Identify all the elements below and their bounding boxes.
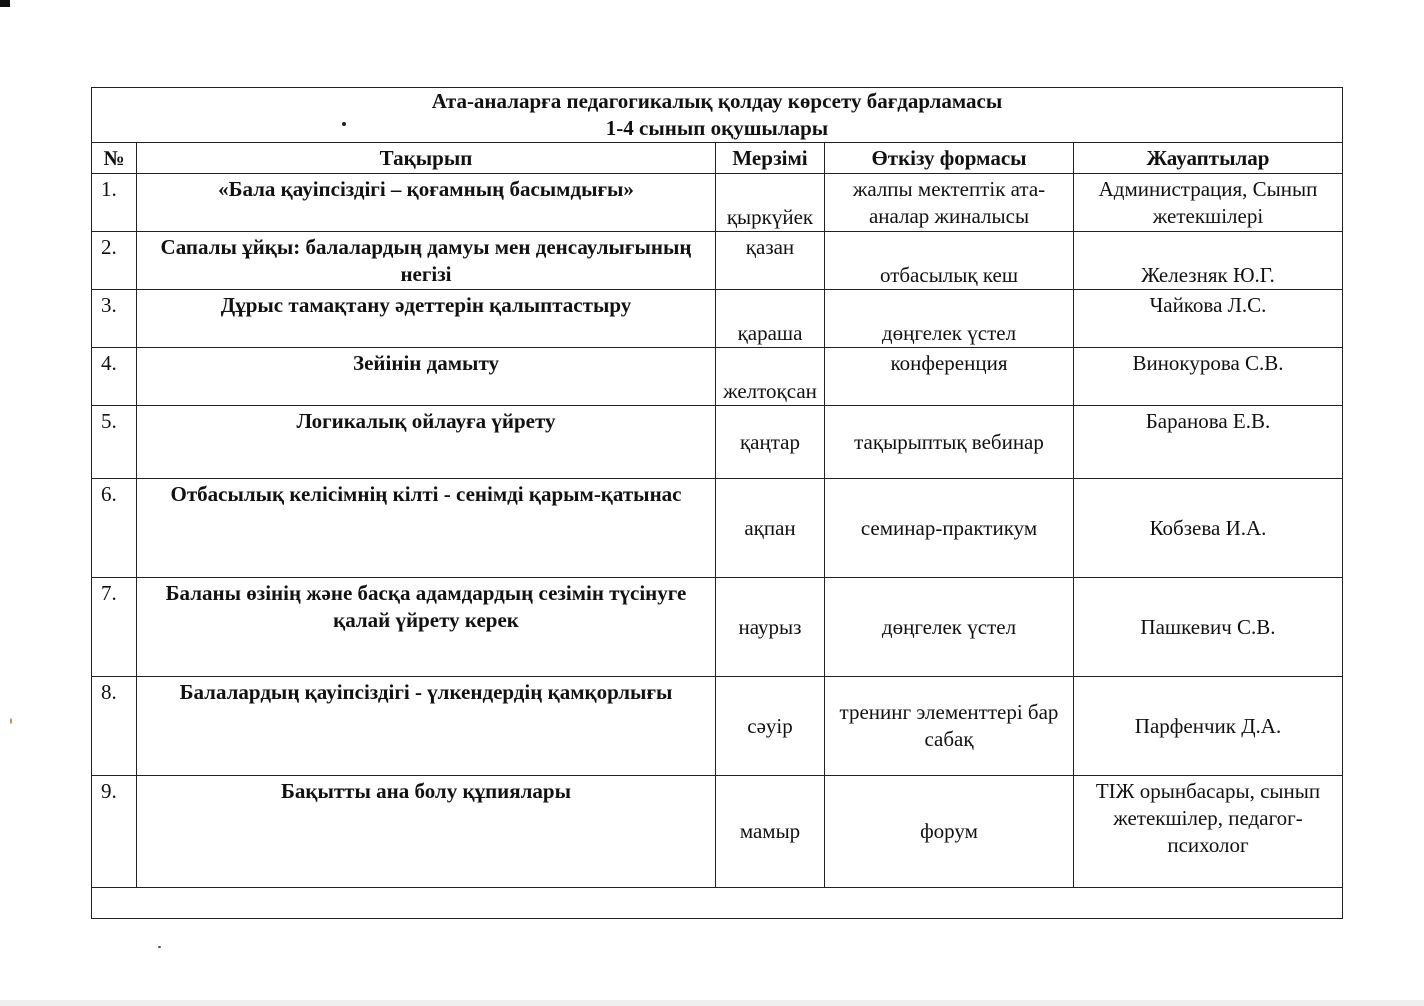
row-term: мамыр [716, 776, 825, 888]
table-row [92, 776, 1343, 888]
header-responsible: Жауаптылар [1074, 143, 1343, 174]
table-row [92, 232, 1343, 290]
row-responsible: Чайкова Л.С. [1074, 290, 1343, 348]
row-num: 6. [92, 479, 137, 578]
row-num: 2. [92, 232, 137, 290]
header-num: № [92, 143, 137, 174]
title-row [92, 88, 1343, 143]
title-line-2: 1-4 сынып оқушылары [605, 116, 829, 140]
row-responsible: Пашкевич С.В. [1074, 578, 1343, 677]
header-topic: Тақырып [137, 143, 716, 174]
row-topic: Логикалық ойлауға үйрету [137, 406, 716, 479]
table-row [92, 290, 1343, 348]
row-responsible: Баранова Е.В. [1074, 406, 1343, 479]
row-responsible: Парфенчик Д.А. [1074, 677, 1343, 776]
empty-row [92, 888, 1343, 919]
row-topic: Бақытты ана болу құпиялары [137, 776, 716, 888]
row-responsible: Железняк Ю.Г. [1074, 232, 1343, 290]
row-form: дөңгелек үстел [825, 578, 1074, 677]
row-responsible: Винокурова С.В. [1074, 348, 1343, 406]
table-row [92, 174, 1343, 232]
row-form: жалпы мектептік ата-аналар жиналысы [825, 174, 1074, 232]
row-responsible: Кобзева И.А. [1074, 479, 1343, 578]
row-form: тақырыптық вебинар [825, 406, 1074, 479]
scan-speck [10, 718, 12, 724]
row-term: наурыз [716, 578, 825, 677]
empty-cell [92, 888, 1343, 919]
row-form: отбасылық кеш [825, 232, 1074, 290]
row-term: қаңтар [716, 406, 825, 479]
row-term: сәуір [716, 677, 825, 776]
row-topic: Отбасылық келісімнің кілті - сенімді қарым-қатынас [137, 479, 716, 578]
table-title [92, 88, 1343, 143]
program-table [91, 87, 1343, 919]
row-topic: Дұрыс тамақтану әдеттерін қалыптастыру [137, 290, 716, 348]
row-term: қараша [716, 290, 825, 348]
row-num: 3. [92, 290, 137, 348]
row-topic: Зейінін дамыту [137, 348, 716, 406]
row-topic: Балалардың қауіпсіздігі - үлкендердің қамқорлығы [137, 677, 716, 776]
header-form: Өткізу формасы [825, 143, 1074, 174]
scan-speck [158, 946, 161, 948]
row-form: тренинг элементтері бар сабақ [825, 677, 1074, 776]
row-form: семинар-практикум [825, 479, 1074, 578]
table-row [92, 479, 1343, 578]
row-num: 5. [92, 406, 137, 479]
row-num: 8. [92, 677, 137, 776]
row-responsible: ТІЖ орынбасары, сынып жетекшілер, педагог-психолог [1074, 776, 1343, 888]
header-row [92, 143, 1343, 174]
row-form: дөңгелек үстел [825, 290, 1074, 348]
row-topic: Сапалы ұйқы: балалардың дамуы мен денсаулығының негізі [137, 232, 716, 290]
row-term: ақпан [716, 479, 825, 578]
scan-bottom-edge [0, 1000, 1424, 1006]
stray-dot [342, 122, 346, 126]
scan-corner-mark [0, 0, 10, 7]
row-term: желтоқсан [716, 348, 825, 406]
header-term: Мерзімі [716, 143, 825, 174]
table-row [92, 578, 1343, 677]
row-num: 1. [92, 174, 137, 232]
table-row [92, 348, 1343, 406]
title-line-1: Ата-аналарға педагогикалық қолдау көрсету бағдарламасы [431, 89, 1003, 113]
row-responsible: Администрация, Сынып жетекшілері [1074, 174, 1343, 232]
row-form: форум [825, 776, 1074, 888]
row-term: қазан [716, 232, 825, 290]
row-form: конференция [825, 348, 1074, 406]
row-num: 9. [92, 776, 137, 888]
row-term: қыркүйек [716, 174, 825, 232]
row-num: 7. [92, 578, 137, 677]
table-row [92, 677, 1343, 776]
table-row [92, 406, 1343, 479]
row-num: 4. [92, 348, 137, 406]
row-topic: Баланы өзінің және басқа адамдардың сезімін түсінуге қалай үйрету керек [137, 578, 716, 677]
row-topic: «Бала қауіпсіздігі – қоғамның басымдығы» [137, 174, 716, 232]
